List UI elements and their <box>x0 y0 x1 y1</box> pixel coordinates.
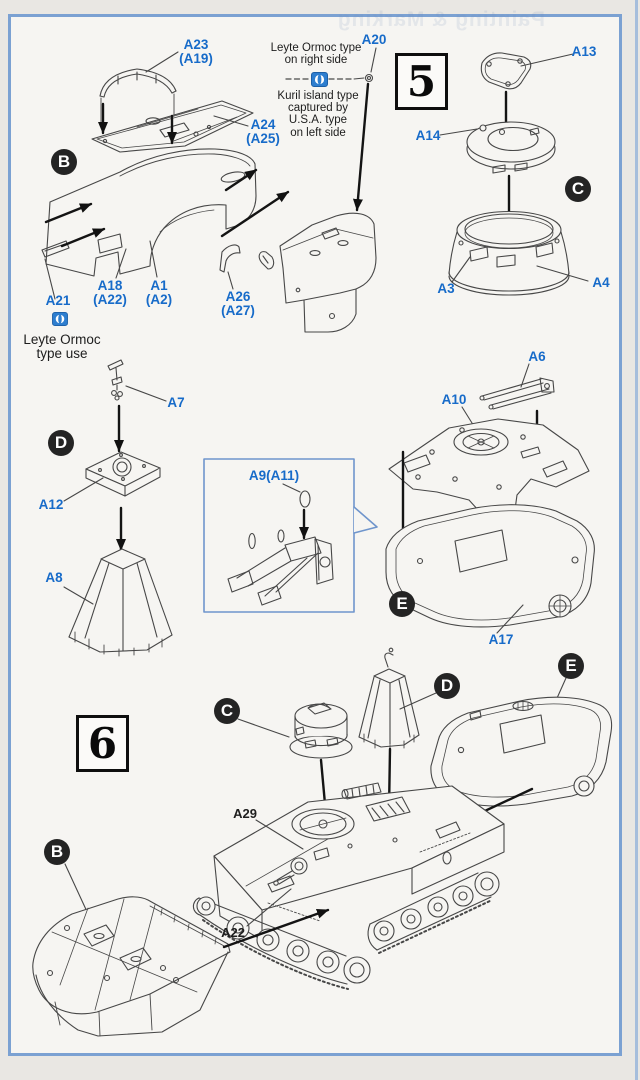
label-a12: A12 <box>38 497 64 512</box>
drawing-part-a9 <box>300 491 310 507</box>
drawing-tower-assembly-d6 <box>359 648 419 751</box>
drawing-hull-tub-e6 <box>431 697 612 806</box>
assembly-badge-c-step6: C <box>214 698 240 724</box>
leader-a7 <box>126 386 166 401</box>
label-line: (A19) <box>179 51 213 67</box>
variant-option-icon <box>311 72 328 92</box>
note-line: on right side <box>284 54 348 67</box>
assembly-arrow-a20 <box>357 84 368 210</box>
label-a24 <box>246 118 280 147</box>
leader-a3 <box>452 257 470 282</box>
drawing-turret-base-a3-a4 <box>449 212 569 296</box>
label-a6: A6 <box>528 349 546 364</box>
note-line: captured by <box>287 102 349 115</box>
leader-badge-c6 <box>238 719 289 737</box>
assembly-badge-b-step6: B <box>44 839 70 865</box>
note-leyte-right-side <box>271 42 362 66</box>
drawing-bracket-inset <box>228 530 333 605</box>
label-line: A26 <box>225 289 251 304</box>
label-a14: A14 <box>415 128 441 143</box>
label-a23 <box>179 38 213 67</box>
drawing-superstructure-b <box>46 149 256 276</box>
label-line: (A22) <box>93 292 127 308</box>
label-line: A1 <box>150 278 168 293</box>
drawing-rail-a6 <box>480 378 554 409</box>
note-line: Leyte Ormoc <box>23 332 101 347</box>
note-line: U.S.A. type <box>288 114 348 127</box>
drawing-tower-a8 <box>69 549 172 656</box>
label-line: (A2) <box>145 292 173 308</box>
note-line: Leyte Ormoc type <box>270 42 362 54</box>
label-line: A18 <box>97 278 123 293</box>
step-5-number: 5 <box>395 53 448 110</box>
drawing-cupola-ring-a14 <box>467 122 555 173</box>
drawing-hatch-a13 <box>481 53 530 89</box>
leader-a23 <box>146 52 178 72</box>
leader-a26 <box>228 272 233 289</box>
label-a7: A7 <box>167 395 185 410</box>
label-line: A23 <box>183 37 209 52</box>
label-line: A24 <box>250 117 276 132</box>
leader-a4 <box>537 266 588 281</box>
drawing-part-a7 <box>108 360 123 400</box>
leader-badge-b6 <box>65 864 89 916</box>
variant-option-icon <box>52 312 68 331</box>
bleedthrough-text: Painting & Marking <box>336 8 545 31</box>
drawing-rear-hull <box>259 213 376 332</box>
drawing-hull-tub-a17 <box>386 505 594 627</box>
drawing-turret-assembly-c6 <box>290 703 352 758</box>
step-6-number: 6 <box>76 715 129 772</box>
note-kuril-left-side <box>277 90 358 139</box>
assembly-badge-c-step5: C <box>565 176 591 202</box>
label-a26 <box>221 290 255 319</box>
label-a18 <box>93 279 127 308</box>
label-a21: A21 <box>45 293 71 308</box>
label-line: (A25) <box>246 131 280 147</box>
drawing-tank-hull <box>214 783 504 940</box>
label-a8: A8 <box>45 570 63 585</box>
label-a1 <box>146 279 172 308</box>
label-a17: A17 <box>488 632 514 647</box>
label-a13: A13 <box>571 44 597 59</box>
drawing-strip-a26 <box>220 245 240 272</box>
label-a29: A29 <box>233 806 257 821</box>
label-a20: A20 <box>361 32 387 47</box>
assembly-badge-d-step6: D <box>434 673 460 699</box>
leader-a9 <box>283 484 300 492</box>
label-a3: A3 <box>437 281 455 296</box>
label-a10: A10 <box>441 392 467 407</box>
drawing-bow-float-b6 <box>33 897 230 1036</box>
label-line: (A27) <box>221 303 255 319</box>
note-line: on left side <box>290 126 346 139</box>
leader-badge-d6 <box>400 693 436 709</box>
note-leyte-ormoc-use <box>23 333 100 361</box>
label-a4: A4 <box>592 275 610 290</box>
label-a22: A22 <box>221 925 245 940</box>
leader-a12 <box>64 478 103 501</box>
label-a9-a11: A9(A11) <box>248 468 300 483</box>
assembly-badge-b-step5: B <box>51 149 77 175</box>
drawing-cupola-a12 <box>86 452 160 496</box>
assembly-badge-e-step6: E <box>558 653 584 679</box>
note-line: Kuril island type <box>277 90 359 102</box>
assembly-badge-d: D <box>48 430 74 456</box>
note-line: type use <box>36 346 88 362</box>
assembly-badge-e: E <box>389 591 415 617</box>
